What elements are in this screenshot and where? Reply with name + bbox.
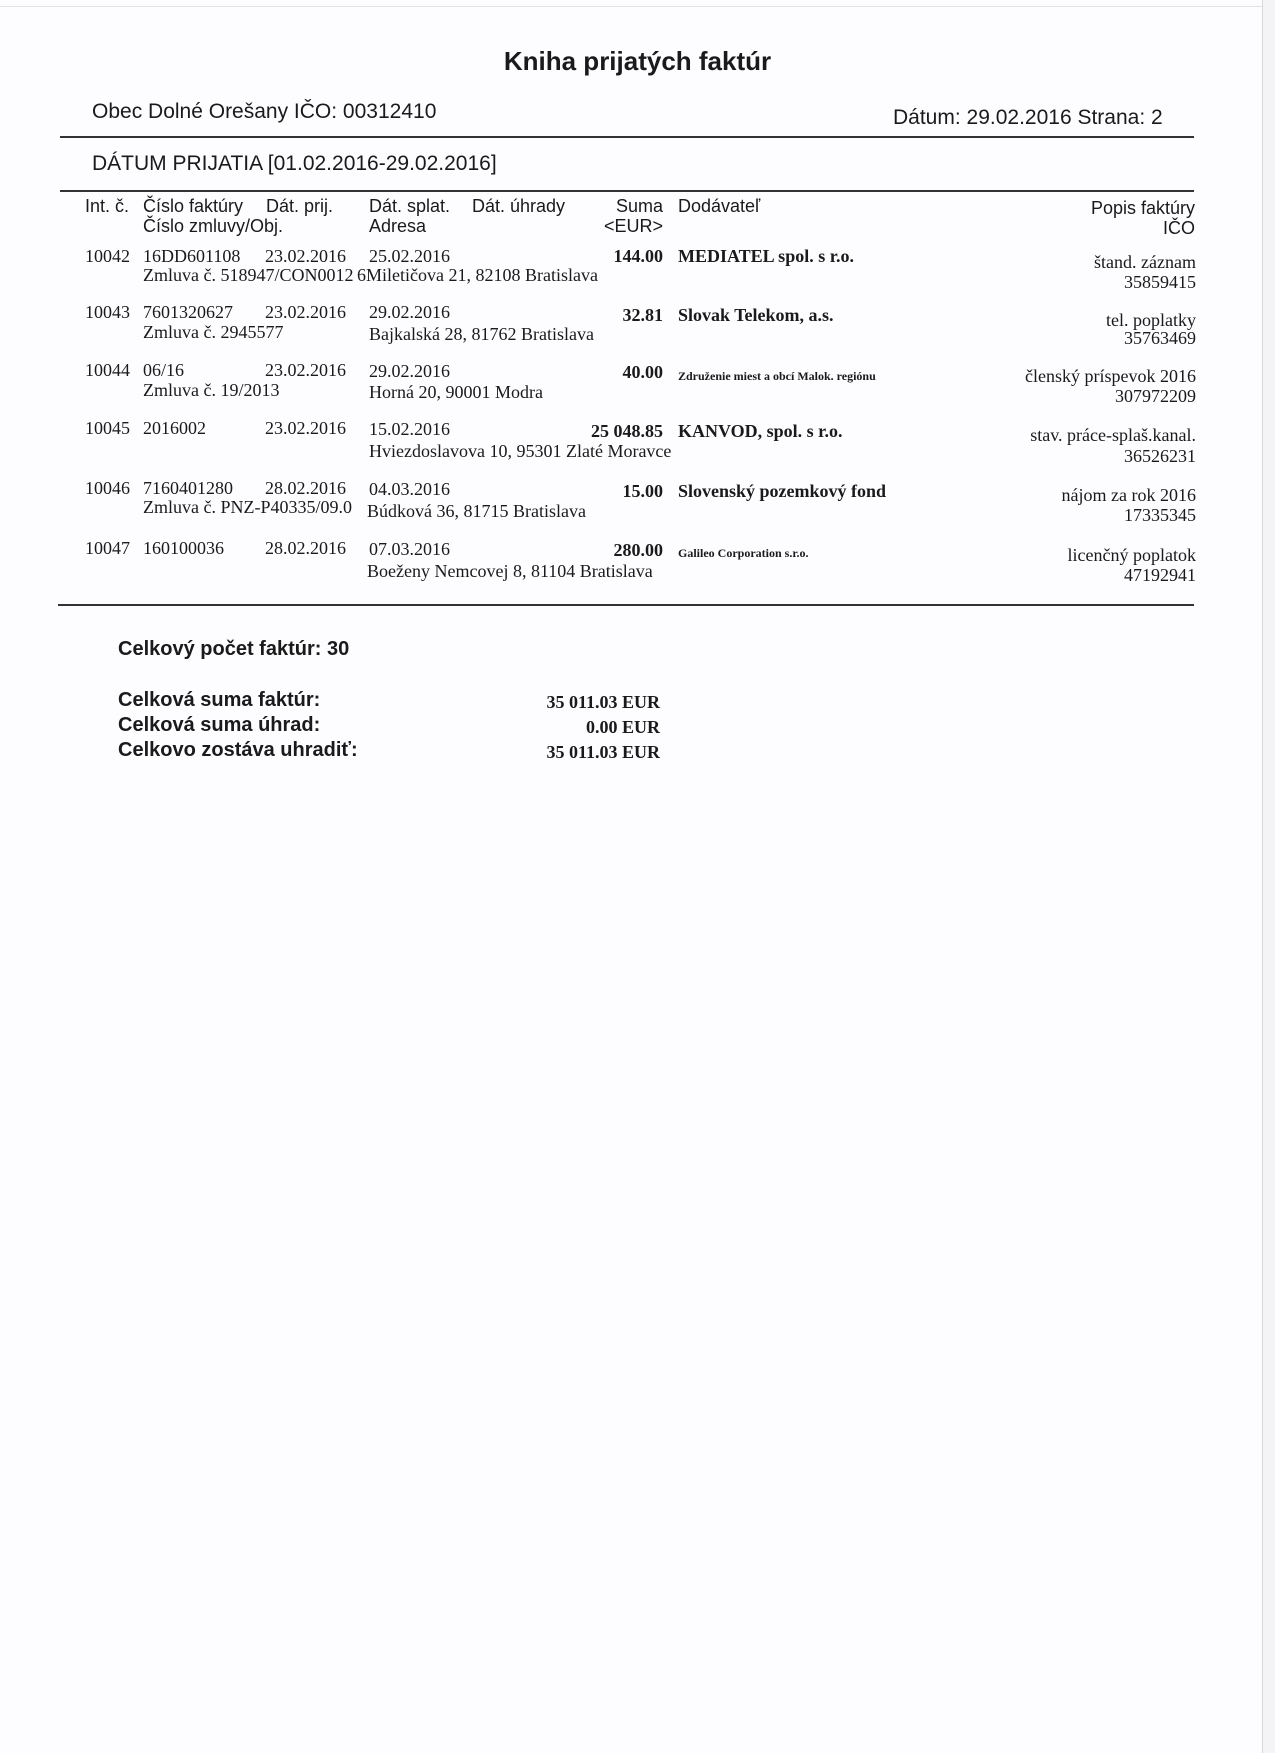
row-int: 10044: [85, 360, 130, 380]
row-amount: 144.00: [613, 246, 663, 266]
row-int: 10042: [85, 246, 130, 266]
col-invoice-no: Číslo faktúry: [143, 196, 244, 216]
row-supplier: KANVOD, spol. s r.o.: [678, 421, 843, 441]
row-ico: 47192941: [1124, 565, 1196, 585]
col-contract-no: Číslo zmluvy/Obj.: [143, 216, 284, 236]
row-invoice: 7601320627: [143, 302, 233, 322]
row-invoice: 16DD601108: [143, 246, 241, 266]
row-contract: Zmluva č. PNZ-P40335/09.0: [143, 497, 352, 517]
row-contract: Zmluva č. 518947/CON0012: [143, 265, 354, 285]
row-supplier: MEDIATEL spol. s r.o.: [678, 246, 855, 266]
row-supplier: Slovak Telekom, a.s.: [678, 305, 834, 325]
row-description: tel. poplatky: [1106, 310, 1196, 330]
row-invoice: 7160401280: [143, 478, 233, 498]
row-supplier: Slovenský pozemkový fond: [678, 481, 887, 501]
row-ico: 35859415: [1124, 272, 1196, 292]
summary-remaining-label: Celkovo zostáva uhradiť:: [118, 739, 358, 761]
period-rule: [60, 190, 1194, 192]
date-page-info: Dátum: 29.02.2016 Strana: 2: [893, 106, 1163, 129]
row-received: 23.02.2016: [265, 360, 346, 380]
row-due: 29.02.2016: [369, 361, 450, 381]
col-ico: IČO: [1162, 218, 1195, 238]
row-int: 10043: [85, 302, 130, 322]
row-supplier: Galileo Corporation s.r.o.: [678, 546, 809, 560]
row-amount: 25 048.85: [591, 421, 663, 441]
table-bottom-rule: [58, 604, 1194, 606]
col-due: Dát. splat.: [369, 196, 451, 216]
row-description: stav. práce-splaš.kanal.: [1030, 425, 1196, 445]
row-int: 10047: [85, 538, 130, 558]
row-amount: 280.00: [613, 540, 663, 560]
row-due: 04.03.2016: [369, 479, 450, 499]
row-contract: Zmluva č. 19/2013: [143, 380, 280, 400]
summary-paid-label: Celková suma úhrad:: [118, 714, 321, 736]
row-ico: 17335345: [1124, 505, 1196, 525]
organization-info: Obec Dolné Orešany IČO: 00312410: [92, 100, 437, 123]
row-contract: Zmluva č. 2945577: [143, 322, 284, 342]
col-address: Adresa: [369, 216, 427, 236]
summary-remaining-value: 35 011.03 EUR: [546, 742, 660, 762]
col-int: Int. č.: [85, 196, 130, 216]
scan-top-edge: [0, 6, 1262, 7]
row-ico: 35763469: [1124, 328, 1196, 348]
col-supplier: Dodávateľ: [678, 196, 761, 216]
row-ico: 36526231: [1124, 446, 1196, 466]
page-title: Kniha prijatých faktúr: [503, 46, 772, 76]
row-description: nájom za rok 2016: [1061, 485, 1196, 505]
summary-count: Celkový počet faktúr: 30: [118, 638, 350, 660]
scan-right-edge: [1262, 0, 1275, 1753]
row-due: 07.03.2016: [369, 539, 450, 559]
row-invoice: 06/16: [143, 360, 185, 380]
col-description: Popis faktúry: [1090, 198, 1195, 218]
row-received: 23.02.2016: [265, 418, 346, 438]
col-paid-date: Dát. úhrady: [472, 196, 566, 216]
col-amount: Suma: [615, 196, 663, 216]
period-label: DÁTUM PRIJATIA [01.02.2016-29.02.2016]: [92, 152, 497, 175]
row-amount: 15.00: [622, 481, 663, 501]
row-int: 10045: [85, 418, 130, 438]
row-address: Boeženy Nemcovej 8, 81104 Bratislava: [367, 561, 653, 581]
row-received: 28.02.2016: [265, 478, 346, 498]
row-due: 25.02.2016: [369, 246, 450, 266]
row-description: členský príspevok 2016: [1025, 366, 1196, 386]
row-address: Horná 20, 90001 Modra: [369, 382, 543, 402]
row-address: 6Miletičova 21, 82108 Bratislava: [357, 265, 598, 285]
row-amount: 40.00: [622, 362, 663, 382]
row-address: Búdková 36, 81715 Bratislava: [367, 501, 586, 521]
row-ico: 307972209: [1115, 386, 1196, 406]
header-rule: [60, 136, 1194, 138]
row-invoice: 160100036: [143, 538, 224, 558]
row-int: 10046: [85, 478, 130, 498]
col-received: Dát. prij.: [266, 196, 334, 216]
summary-total-value: 35 011.03 EUR: [546, 692, 660, 712]
summary-total-label: Celková suma faktúr:: [118, 689, 321, 711]
row-supplier: Združenie miest a obcí Malok. regiónu: [678, 369, 876, 383]
row-address: Bajkalská 28, 81762 Bratislava: [369, 324, 594, 344]
row-due: 15.02.2016: [369, 419, 450, 439]
row-received: 28.02.2016: [265, 538, 346, 558]
row-invoice: 2016002: [143, 418, 206, 438]
summary-paid-value: 0.00 EUR: [585, 717, 660, 737]
row-received: 23.02.2016: [265, 246, 346, 266]
row-received: 23.02.2016: [265, 302, 346, 322]
col-amount-unit: <EUR>: [603, 216, 663, 236]
row-description: štand. záznam: [1094, 252, 1196, 272]
row-description: licenčný poplatok: [1067, 545, 1196, 565]
row-due: 29.02.2016: [369, 302, 450, 322]
row-address: Hviezdoslavova 10, 95301 Zlaté Moravce: [369, 441, 672, 461]
row-amount: 32.81: [622, 305, 663, 325]
